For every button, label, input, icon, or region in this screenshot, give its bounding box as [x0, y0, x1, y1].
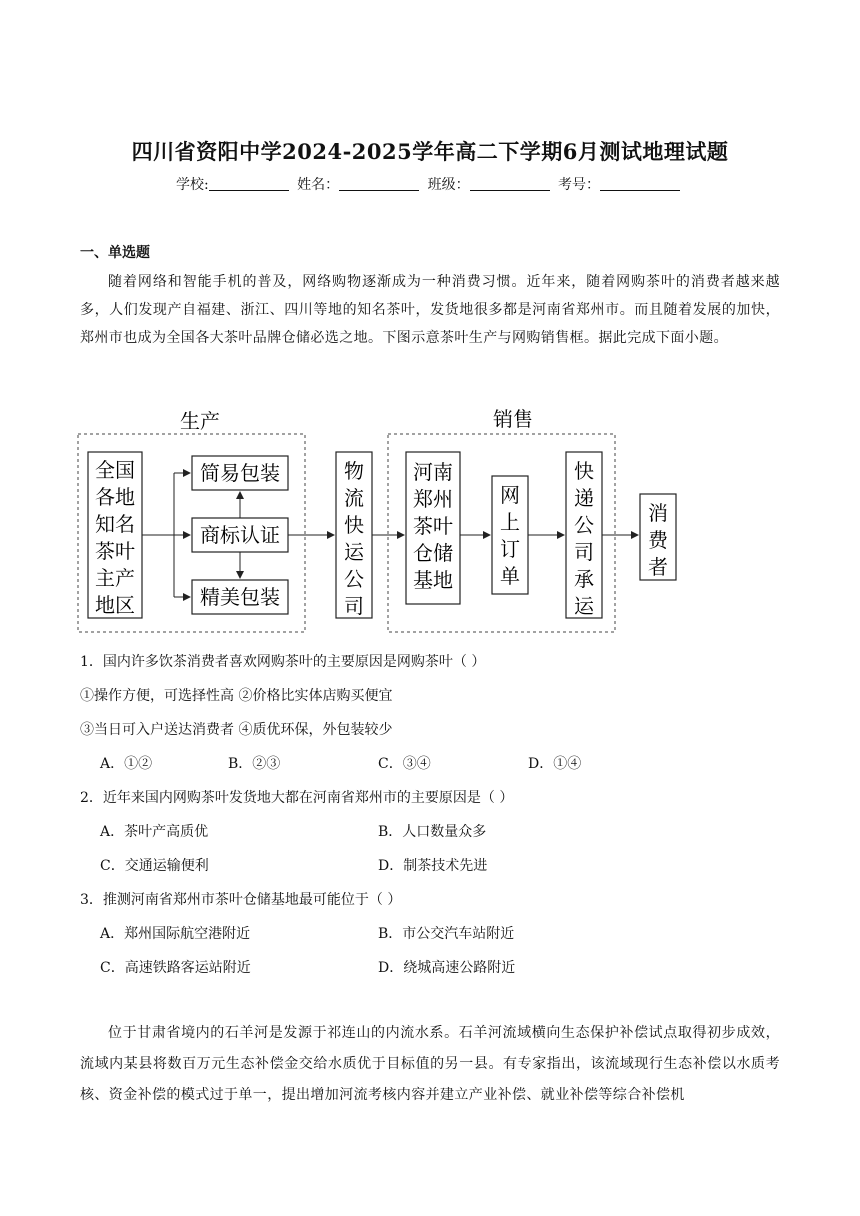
svg-text:上: 上: [500, 510, 520, 534]
q1-option-d[interactable]: D．①④: [528, 756, 582, 772]
svg-text:河南: 河南: [413, 460, 453, 484]
svg-text:物: 物: [344, 459, 364, 483]
q2-option-b[interactable]: B．人口数量众多: [378, 824, 487, 840]
svg-text:承: 承: [574, 567, 594, 591]
svg-text:各地: 各地: [95, 485, 135, 509]
school-label: 学校:: [175, 177, 209, 193]
consumer-text: [648, 501, 669, 579]
q1-option-b[interactable]: B．②③: [228, 756, 281, 772]
question-1-statements-a: ①操作方便，可选择性高 ②价格比实体店购买便宜: [80, 688, 393, 704]
svg-text:费: 费: [648, 528, 668, 552]
class-blank: [470, 176, 550, 191]
sales-label: 销售: [493, 407, 533, 431]
tea-flow-diagram: [70, 400, 790, 640]
q3-option-b[interactable]: B．市公交汽车站附近: [378, 926, 515, 942]
svg-text:运: 运: [574, 594, 594, 618]
fine-pack-label: 精美包装: [200, 585, 280, 609]
student-info-line: [0, 174, 860, 194]
svg-text:公: 公: [574, 513, 594, 537]
q3-option-c[interactable]: C．高速铁路客运站附近: [100, 960, 251, 976]
exam-no-label: 考号：: [558, 177, 601, 193]
svg-text:递: 递: [574, 486, 594, 510]
svg-text:地区: 地区: [95, 593, 135, 617]
svg-text:全国: 全国: [95, 458, 135, 482]
svg-text:茶叶: 茶叶: [95, 539, 135, 563]
exam-no-blank: [600, 176, 680, 191]
q2-option-d[interactable]: D．制茶技术先进: [378, 858, 488, 874]
production-label: 生产: [180, 409, 220, 433]
class-label: 班级：: [427, 177, 470, 193]
svg-text:者: 者: [648, 555, 668, 579]
trademark-label: 商标认证: [200, 523, 280, 547]
passage-2: 位于甘肃省境内的石羊河是发源于祁连山的内流水系。石羊河流域横向生态保护补偿试点取得初步成效，流域内某县将数百万元生态补偿金交给水质优于目标值的另一县。有专家指出，该流域现行生态补偿以水质考核、资金补偿的模式过于单一，提出增加河流考核内容并建立产业补偿、就业补偿等综合补偿机: [80, 1025, 780, 1103]
svg-text:单: 单: [500, 564, 520, 588]
svg-text:消: 消: [648, 501, 668, 525]
logistics-text: [344, 459, 365, 618]
svg-text:流: 流: [344, 486, 364, 510]
q2-option-c[interactable]: C．交通运输便利: [100, 858, 209, 874]
q3-option-d[interactable]: D．绕城高速公路附近: [378, 960, 516, 976]
q2-option-a[interactable]: A．茶叶产高质优: [100, 824, 209, 840]
svg-text:茶叶: 茶叶: [413, 514, 453, 538]
svg-text:快: 快: [344, 513, 364, 537]
name-blank: [339, 176, 419, 191]
warehouse-text: [413, 460, 453, 592]
svg-text:郑州: 郑州: [413, 487, 453, 511]
q1-option-a[interactable]: A．①②: [100, 756, 153, 772]
school-blank: [209, 176, 289, 191]
svg-text:司: 司: [344, 594, 364, 618]
simple-pack-label: 简易包装: [200, 461, 280, 485]
question-1-statements-b: ③当日可入户送达消费者 ④质优环保，外包装较少: [80, 722, 393, 738]
q3-option-a[interactable]: A．郑州国际航空港附近: [100, 926, 251, 942]
svg-text:订: 订: [500, 537, 520, 561]
svg-text:网: 网: [500, 483, 520, 507]
svg-text:知名: 知名: [95, 512, 135, 536]
question-1-stem: 1．国内许多饮茶消费者喜欢网购茶叶的主要原因是网购茶叶（ ）: [80, 654, 486, 670]
name-label: 姓名：: [297, 177, 340, 193]
online-order-text: [500, 483, 520, 588]
svg-text:基地: 基地: [413, 568, 453, 592]
courier-text: [574, 459, 595, 618]
svg-text:司: 司: [574, 540, 594, 564]
svg-text:运: 运: [344, 540, 364, 564]
svg-text:公: 公: [344, 567, 364, 591]
question-3-stem: 3．推测河南省郑州市茶叶仓储基地最可能位于（ ）: [80, 892, 402, 908]
origin-text: [95, 458, 135, 617]
document-title: 四川省资阳中学2024-2025学年高二下学期6月测试地理试题: [131, 139, 729, 164]
question-2-stem: 2．近年来国内网购茶叶发货地大都在河南省郑州市的主要原因是（ ）: [80, 790, 514, 806]
svg-text:主产: 主产: [95, 566, 135, 590]
q1-option-c[interactable]: C．③④: [378, 756, 431, 772]
svg-text:仓储: 仓储: [413, 541, 453, 565]
svg-text:快: 快: [574, 459, 594, 483]
section-title: 一、单选题: [80, 245, 150, 261]
passage-1: 随着网络和智能手机的普及，网络购物逐渐成为一种消费习惯。近年来，随着网购茶叶的消费者越来越多，人们发现产自福建、浙江、四川等地的知名茶叶，发货地很多都是河南省郑州市。而且随着发展的加快，郑州市也成为全国各大茶叶品牌仓储必选之地。下图示意茶叶生产与网购销售框。据此完成下面小题。: [80, 274, 780, 346]
